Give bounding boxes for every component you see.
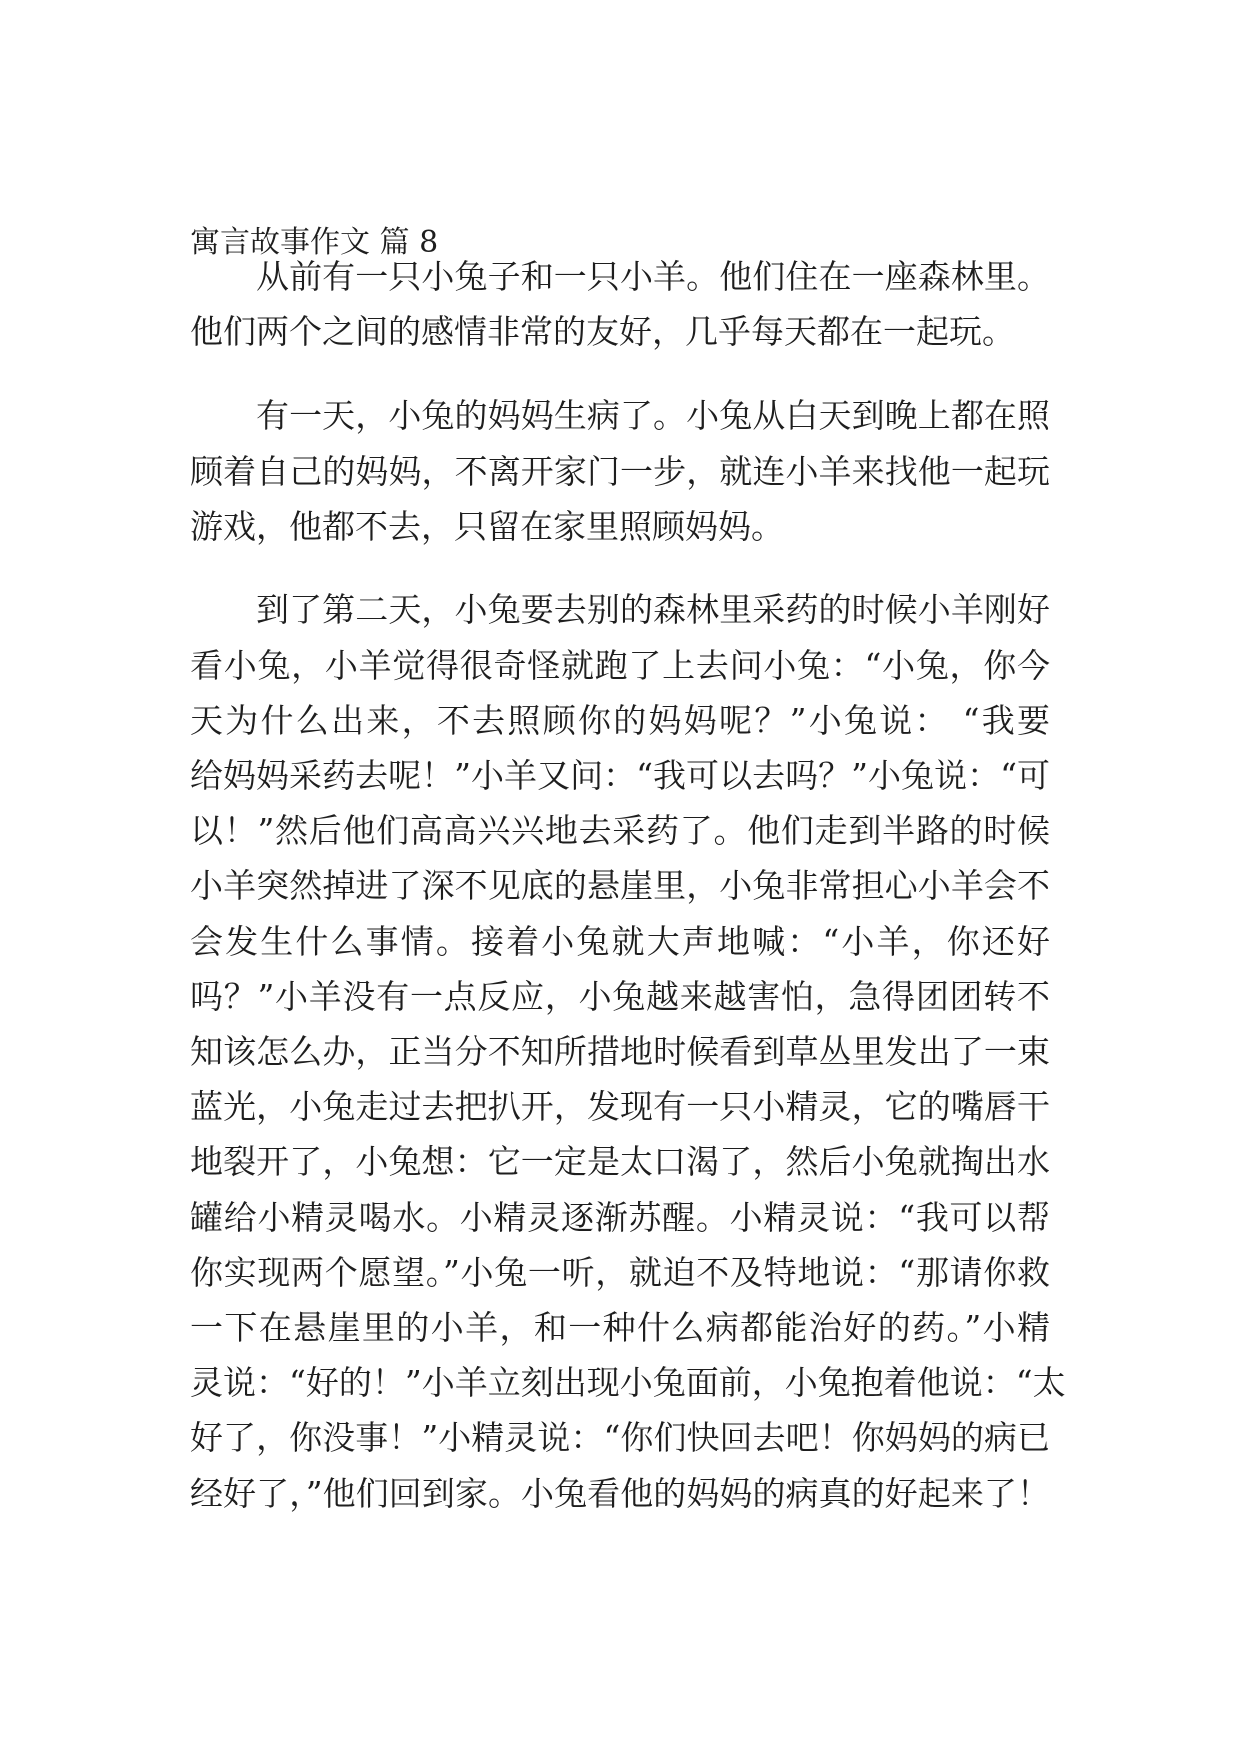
text-line: 游戏，他都不去，只留在家里照顾妈妈。 — [190, 507, 784, 546]
text-line: 以！”然后他们高高兴兴地去采药了。他们走到半路的时候 — [190, 811, 1050, 850]
text-line: 罐给小精灵喝水。小精灵逐渐苏醒。小精灵说：“我可以帮 — [190, 1198, 1050, 1237]
essay-title: 寓言故事作文 篇 8 — [190, 225, 439, 260]
text-line: 有一天，小兔的妈妈生病了。小兔从白天到晚上都在照 — [256, 396, 1050, 435]
text-line: 灵说：“好的！”小羊立刻出现小兔面前，小兔抱着他说：“太 — [190, 1363, 1066, 1402]
text-line: 从前有一只小兔子和一只小羊。他们住在一座森林里。 — [256, 257, 1050, 296]
text-line: 地裂开了，小兔想：它一定是太口渴了，然后小兔就掏出水 — [190, 1142, 1050, 1181]
text-line: 蓝光，小兔走过去把扒开，发现有一只小精灵，它的嘴唇干 — [190, 1087, 1050, 1126]
text-line: 吗？”小羊没有一点反应，小兔越来越害怕，急得团团转不 — [190, 977, 1050, 1016]
text-line: 他们两个之间的感情非常的友好，几乎每天都在一起玩。 — [190, 312, 1015, 351]
text-line: 经好了，”他们回到家。小兔看他的妈妈的病真的好起来了！ — [190, 1474, 1050, 1513]
text-line: 顾着自己的妈妈，不离开家门一步，就连小羊来找他一起玩 — [190, 452, 1050, 491]
text-line: 知该怎么办，正当分不知所措地时候看到草丛里发出了一束 — [190, 1032, 1050, 1071]
text-line: 会发生什么事情。接着小兔就大声地喊：“小羊，你还好 — [190, 922, 1050, 961]
text-line: 到了第二天，小兔要去别的森林里采药的时候小羊刚好 — [256, 590, 1050, 629]
text-line: 小羊突然掉进了深不见底的悬崖里，小兔非常担心小羊会不 — [190, 866, 1050, 905]
text-line: 你实现两个愿望。”小兔一听，就迫不及特地说：“那请你救 — [190, 1253, 1050, 1292]
text-line: 一下在悬崖里的小羊，和一种什么病都能治好的药。”小精 — [190, 1308, 1050, 1347]
text-line: 好了，你没事！”小精灵说：“你们快回去吧！你妈妈的病已 — [190, 1418, 1050, 1457]
text-line: 天为什么出来，不去照顾你的妈妈呢？”小兔说： “我要 — [190, 701, 1050, 740]
text-line: 给妈妈采药去呢！”小羊又问：“我可以去吗？”小兔说：“可 — [190, 756, 1050, 795]
text-line: 看小兔，小羊觉得很奇怪就跑了上去问小兔：“小兔，你今 — [190, 646, 1050, 685]
